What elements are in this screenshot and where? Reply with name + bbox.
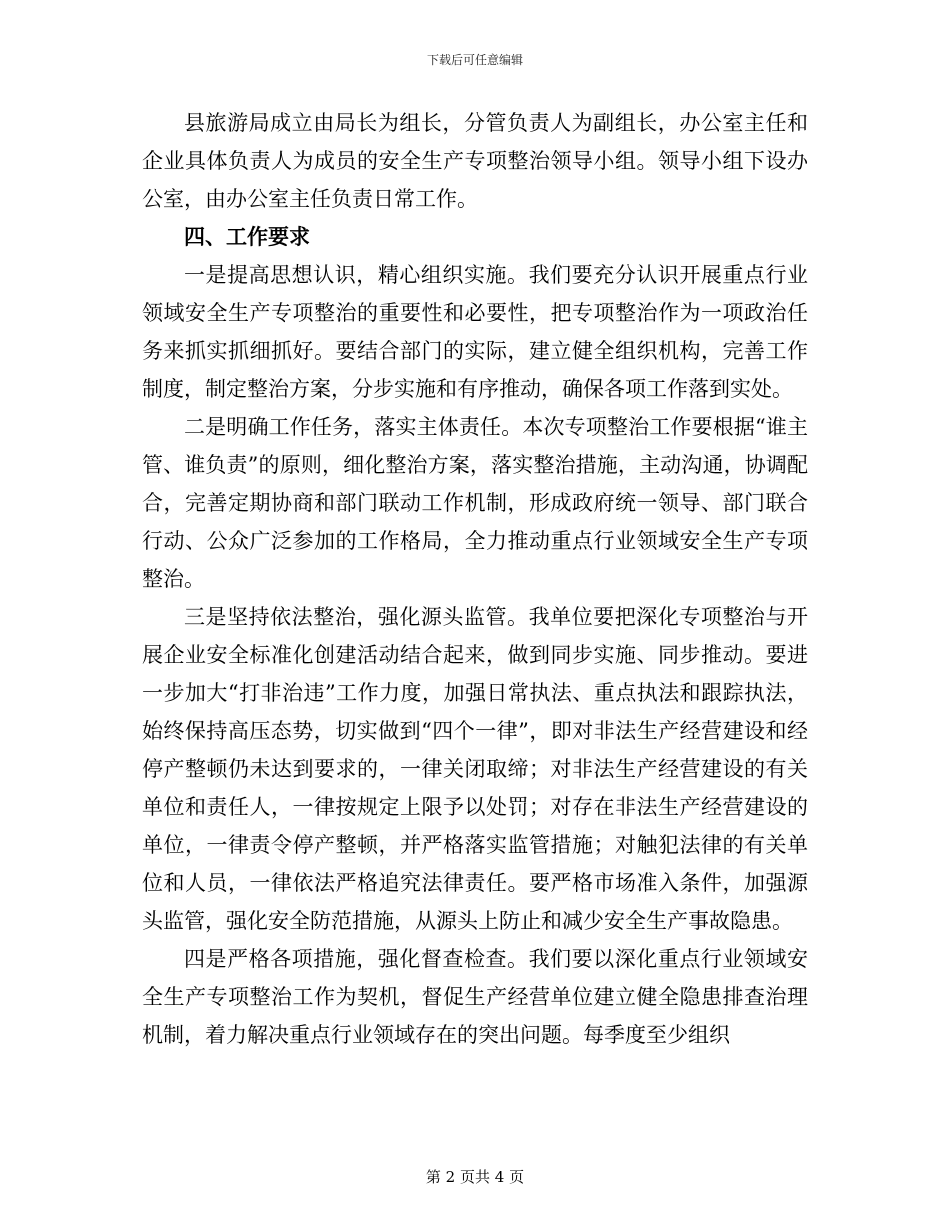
- page-number-footer: 第 2 页共 4 页: [425, 1168, 525, 1186]
- paragraph-requirement-4: 四是严格各项措施，强化督查检查。我们要以深化重点行业领域安全生产专项整治工作为契机，督促生产经营单位建立健全隐患排查治理机制，着力解决重点行业领域存在的突出问题。每季度至少组织: [142, 947, 808, 1047]
- paragraph-requirement-2: 二是明确工作任务，落实主体责任。本次专项整治工作要根据“谁主管、谁负责”的原则，细化整治方案，落实整治措施，主动沟通，协调配合，完善定期协商和部门联动工作机制，形成政府统一领导、部门联合行动、公众广泛参加的工作格局，全力推动重点行业领域安全生产专项整治。: [142, 415, 808, 591]
- paragraph-leadership-group: 县旅游局成立由局长为组长，分管负责人为副组长，办公室主任和企业具体负责人为成员的安全生产专项整治领导小组。领导小组下设办公室，由办公室主任负责日常工作。: [142, 111, 808, 211]
- document-body: [142, 104, 808, 1054]
- page-header-note: 下载后可任意编辑: [426, 53, 523, 67]
- paragraph-requirement-3: 三是坚持依法整治，强化源头监管。我单位要把深化专项整治与开展企业安全标准化创建活动结合起来，做到同步实施、同步推动。要进一步加大“打非治违”工作力度，加强日常执法、重点执法和跟踪执法，始终保持高压态势，切实做到“四个一律”，即对非法生产经营建设和经停产整顿仍未达到要求的，一律关闭取缔；对非法生产经营建设的有关单位和责任人，一律按规定上限予以处罚；对存在非法生产经营建设的单位，一律责令停产整顿，并严格落实监管措施；对触犯法律的有关单位和人员，一律依法严格追究法律责任。要严格市场准入条件，加强源头监管，强化安全防范措施，从源头上防止和减少安全生产事故隐患。: [142, 605, 808, 933]
- paragraph-requirement-1: 一是提高思想认识，精心组织实施。我们要充分认识开展重点行业领域安全生产专项整治的重要性和必要性，把专项整治作为一项政治任务来抓实抓细抓好。要结合部门的实际，建立健全组织机构，完善工作制度，制定整治方案，分步实施和有序推动，确保各项工作落到实处。: [142, 263, 808, 401]
- section-heading-work-requirements: 四、工作要求: [184, 224, 310, 249]
